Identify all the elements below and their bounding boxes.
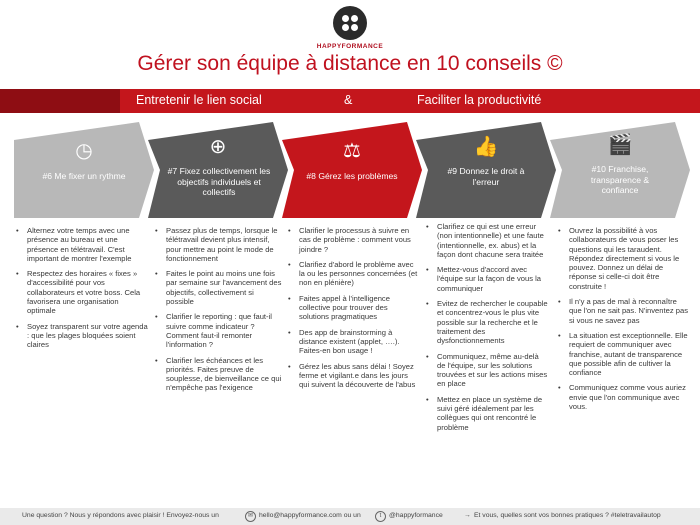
theme-band-accent — [0, 89, 120, 113]
list-item: • Communiquez comme vous auriez envie que l'on communique avec vous. — [556, 383, 690, 411]
list-item: • Respectez des horaires « fixes » d'accessibilité pour vos collaborateurs et votre boss. Cela favorisera une organisation optimale — [14, 269, 148, 315]
happyformance-logo — [333, 6, 367, 40]
list-item: • Communiquez, même au-delà de l'équipe, sur les solutions trouvées et sur les actions mises en place — [424, 352, 548, 389]
column-step-6 — [14, 226, 148, 356]
twitter-icon: t — [375, 511, 386, 522]
step-7 — [148, 122, 288, 218]
theme-ampersand: & — [344, 93, 353, 107]
column-step-9 — [424, 222, 548, 438]
list-item: • Clarifiez d'abord le problème avec la ou les personnes concernées (et non en plénière) — [286, 260, 418, 288]
list-item: • Soyez transparent sur votre agenda : que les plages bloquées soient claires — [14, 322, 148, 350]
brand-name: HAPPYFORMANCE — [316, 43, 384, 50]
thumbs-up-icon: 👍 — [473, 136, 499, 158]
footer — [0, 508, 700, 525]
step-6 — [14, 122, 154, 218]
list-item: • Mettez-vous d'accord avec l'équipe sur la façon de vous la communiquer — [424, 265, 548, 293]
column-step-10 — [556, 226, 690, 417]
list-item: • Des app de brainstorming à distance existent (applet, ….). Faites-en bon usage ! — [286, 328, 418, 356]
column-step-7 — [153, 226, 283, 399]
list-item: • Gérez les abus sans délai ! Soyez ferme et vigilant.e dans les jours qui suivent la découverte de l'abus — [286, 362, 418, 390]
email-icon: ✉ — [245, 511, 256, 522]
page-title: Gérer son équipe à distance en 10 conseils © — [137, 52, 563, 75]
list-item: • Faites le point au moins une fois par semaine sur l'avancement des objectifs, collectivement si possible — [153, 269, 283, 306]
list-item: • Ouvrez la possibilité à vos collaborateurs de vous poser les questions qui les taraudent. Répondez directement si vous le pouvez. Donnez un délai de réponse si celle-ci doit être construite ! — [556, 226, 690, 291]
step-6-label: #6 Me fixer un rythme — [42, 171, 126, 181]
gavel-icon: ⚖ — [343, 140, 361, 162]
column-step-8 — [286, 226, 418, 395]
step-10-label: #10 Franchise, transparence & confiance — [590, 164, 650, 195]
footer-handle[interactable]: @happyformance — [389, 512, 443, 519]
list-item: • Clarifier les échéances et les priorités. Faites preuve de souplesse, de bienveillance ce qui n'empêche pas l'exigence — [153, 356, 283, 393]
list-item: • Evitez de rechercher le coupable et concentrez-vous le plus vite possible sur la recherche et le traitement des dysfonctionnements — [424, 299, 548, 345]
footer-question: Une question ? Nous y répondons avec plaisir ! Envoyez-nous un — [22, 512, 219, 519]
list-item: • Il n'y a pas de mal à reconnaître que l'on ne sait pas. N'inventez pas si vous ne savez pas — [556, 297, 690, 325]
list-item: • Passez plus de temps, lorsque le télétravail devient plus intensif, pour mettre au point le mode de fonctionnement — [153, 226, 283, 263]
theme-social-label: Entretenir le lien social — [136, 93, 262, 107]
step-9-label: #9 Donnez le droit à l'erreur — [447, 166, 525, 187]
clapperboard-icon: 🎬 — [607, 134, 633, 156]
step-9 — [416, 122, 556, 218]
footer-closing: Et vous, quelles sont vos bonnes pratiques ? #teletravailautop — [474, 512, 661, 519]
list-item: • Clarifier le processus à suivre en cas de problème : comment vous joindre ? — [286, 226, 418, 254]
clock-icon: ◷ — [75, 140, 93, 162]
step-8 — [282, 122, 422, 218]
list-item: • Clarifier le reporting : que faut-il suivre comme indicateur ? Comment faut-il remonter l'information ? — [153, 312, 283, 349]
list-item: • Faites appel à l'intelligence collective pour trouver des solutions pragmatiques — [286, 294, 418, 322]
step-10 — [550, 122, 690, 218]
list-item: • Alternez votre temps avec une présence au bureau et une présence en télétravail. C'est important de montrer l'exemple — [14, 226, 148, 263]
step-7-label: #7 Fixez collectivement les objectifs individuels et collectifs — [167, 166, 271, 197]
list-item: • Mettez en place un système de suivi géré idéalement par les collègues qui ont rencontré le problème — [424, 395, 548, 432]
target-icon: ⊕ — [209, 136, 227, 158]
list-item: • Clarifiez ce qui est une erreur (non intentionnelle) et une faute (intentionnelle, ex. abus) et la façon dont chacune sera traitée — [424, 222, 548, 259]
theme-productivity-label: Faciliter la productivité — [417, 93, 542, 107]
list-item: • La situation est exceptionnelle. Elle requiert de communiquer avec franchise, autant de transparence que possible afin de cultiver la confiance — [556, 331, 690, 377]
step-8-label: #8 Gérez les problèmes — [306, 171, 398, 181]
footer-email[interactable]: hello@happyformance.com ou un — [259, 512, 361, 519]
arrow-right-icon: → — [464, 512, 471, 519]
